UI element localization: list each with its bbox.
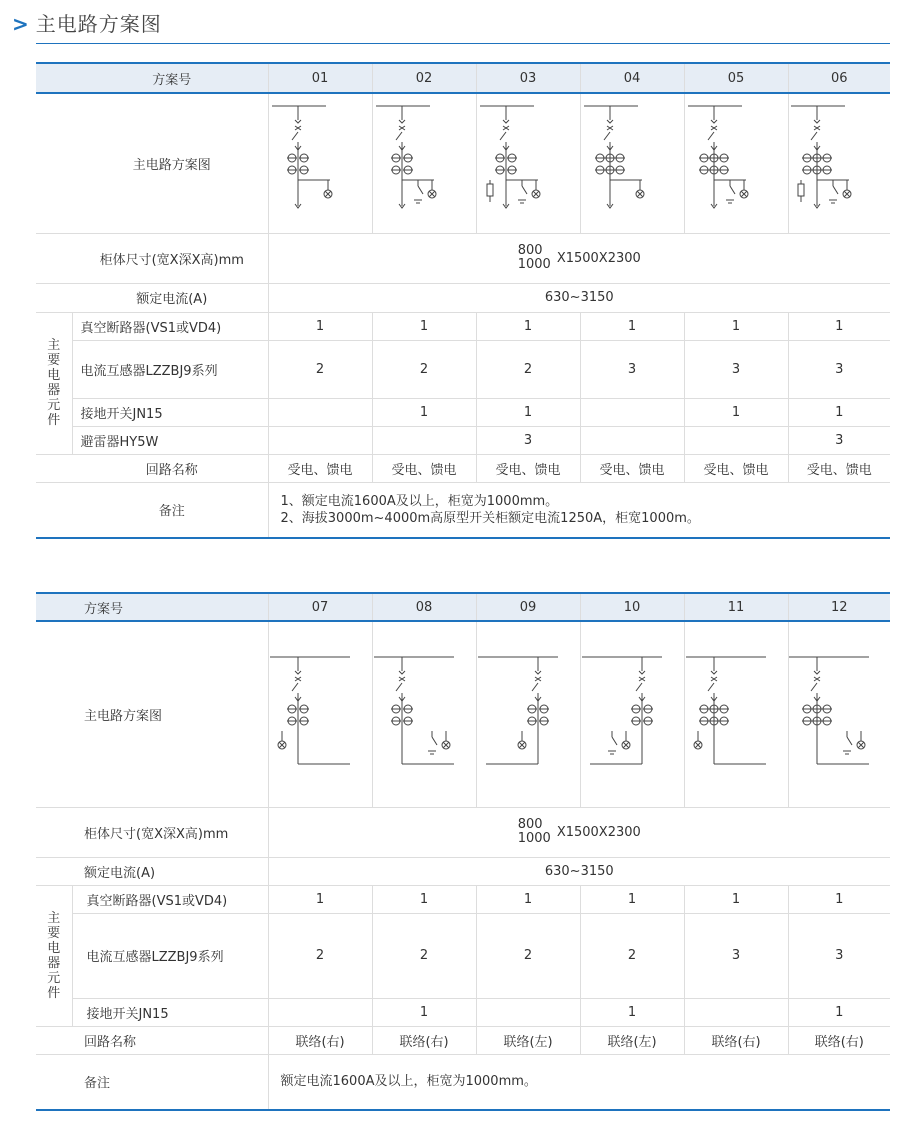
ct-row xyxy=(36,340,890,398)
vcb-qty: 1 xyxy=(580,312,684,340)
rated-current-label: 额定电流(A) xyxy=(36,857,268,885)
vcb-qty: 1 xyxy=(476,885,580,913)
cabinet-width-options xyxy=(518,818,551,846)
scheme-no: 07 xyxy=(268,593,372,621)
circuit-name: 联络(右) xyxy=(372,1026,476,1054)
earthing-switch-qty xyxy=(268,398,372,426)
circuit-diagram-08 xyxy=(372,621,476,807)
scheme-no: 11 xyxy=(684,593,788,621)
remarks-row xyxy=(36,482,890,538)
scheme-table-2 xyxy=(36,592,890,1111)
page-title: 主电路方案图 xyxy=(35,12,162,36)
ct-label: 电流互感器LZZBJ9系列 xyxy=(72,913,268,998)
scheme-no: 09 xyxy=(476,593,580,621)
earthing-switch-qty: 1 xyxy=(580,998,684,1026)
width-option: 1000 xyxy=(517,257,551,272)
diagram-row xyxy=(36,93,890,233)
cabinet-size-row xyxy=(36,233,890,283)
scheme-no-label: 方案号 xyxy=(36,63,268,93)
circuit-name: 联络(左) xyxy=(476,1026,580,1054)
remark-line: 额定电流1600A及以上，柜宽为1000mm。 xyxy=(280,1074,537,1090)
earthing-switch-qty xyxy=(476,998,580,1026)
vcb-qty: 1 xyxy=(684,885,788,913)
circuit-diagram-icon xyxy=(270,649,370,779)
vcb-row xyxy=(36,312,890,340)
remarks-text xyxy=(268,482,890,538)
rated-current-row xyxy=(36,857,890,885)
arrester-qty xyxy=(580,426,684,454)
circuit-name: 受电、馈电 xyxy=(268,454,372,482)
ct-row xyxy=(36,913,890,998)
circuit-diagram-10 xyxy=(580,621,684,807)
arrester-qty xyxy=(684,426,788,454)
circuit-diagram-11 xyxy=(684,621,788,807)
cabinet-size-row xyxy=(36,807,890,857)
vcb-label: 真空断路器(VS1或VD4) xyxy=(72,312,268,340)
earthing-switch-qty xyxy=(268,998,372,1026)
cabinet-depth-height: X1500X2300 xyxy=(556,250,641,266)
vcb-qty: 1 xyxy=(684,312,788,340)
vcb-qty: 1 xyxy=(788,885,890,913)
circuit-diagram-icon xyxy=(582,649,682,779)
width-option: 800 xyxy=(517,817,543,832)
earthing-switch-label: 接地开关JN15 xyxy=(72,398,268,426)
diagram-label: 主电路方案图 xyxy=(36,93,268,233)
vcb-label: 真空断路器(VS1或VD4) xyxy=(72,885,268,913)
scheme-no: 03 xyxy=(476,63,580,93)
vcb-qty: 1 xyxy=(372,885,476,913)
circuit-name-row xyxy=(36,1026,890,1054)
circuit-name: 受电、馈电 xyxy=(580,454,684,482)
ct-qty: 2 xyxy=(476,340,580,398)
width-option: 1000 xyxy=(517,831,551,846)
circuit-diagram-04 xyxy=(580,93,684,233)
earthing-switch-qty: 1 xyxy=(372,398,476,426)
diagram-label: 主电路方案图 xyxy=(36,621,268,807)
earthing-switch-qty: 1 xyxy=(788,998,890,1026)
cabinet-size-value xyxy=(268,233,890,283)
earthing-switch-row xyxy=(36,998,890,1026)
vcb-qty: 1 xyxy=(476,312,580,340)
circuit-name: 受电、馈电 xyxy=(684,454,788,482)
circuit-diagram-icon xyxy=(686,98,786,228)
scheme-no: 04 xyxy=(580,63,684,93)
header-row xyxy=(36,593,890,621)
earthing-switch-qty xyxy=(580,398,684,426)
cabinet-size-label: 柜体尺寸(宽X深X高)mm xyxy=(36,807,268,857)
ct-qty: 3 xyxy=(788,913,890,998)
circuit-name: 受电、馈电 xyxy=(476,454,580,482)
circuit-diagram-icon xyxy=(374,98,474,228)
arrester-qty xyxy=(372,426,476,454)
circuit-name: 联络(右) xyxy=(268,1026,372,1054)
scheme-no: 06 xyxy=(788,63,890,93)
width-option: 800 xyxy=(517,243,543,258)
remarks-row xyxy=(36,1054,890,1110)
page-heading xyxy=(12,8,162,37)
circuit-name: 联络(右) xyxy=(684,1026,788,1054)
rated-current-label: 额定电流(A) xyxy=(36,283,268,312)
circuit-diagram-icon xyxy=(270,98,370,228)
circuit-name-label: 回路名称 xyxy=(36,454,268,482)
ct-qty: 2 xyxy=(372,340,476,398)
ct-qty: 2 xyxy=(372,913,476,998)
earthing-switch-qty: 1 xyxy=(372,998,476,1026)
earthing-switch-qty: 1 xyxy=(788,398,890,426)
ct-qty: 3 xyxy=(684,340,788,398)
circuit-diagram-12 xyxy=(788,621,890,807)
header-row xyxy=(36,63,890,93)
ct-label: 电流互感器LZZBJ9系列 xyxy=(72,340,268,398)
earthing-switch-qty: 1 xyxy=(684,398,788,426)
circuit-diagram-09 xyxy=(476,621,580,807)
scheme-no: 01 xyxy=(268,63,372,93)
cabinet-size-value xyxy=(268,807,890,857)
circuit-name: 联络(右) xyxy=(788,1026,890,1054)
earthing-switch-qty xyxy=(684,998,788,1026)
scheme-table-1 xyxy=(36,62,890,539)
ct-qty: 3 xyxy=(788,340,890,398)
circuit-name: 受电、馈电 xyxy=(788,454,890,482)
arrester-qty xyxy=(268,426,372,454)
remark-line: 2、海拔3000m~4000m高原型开关柜额定电流1250A，柜宽1000m。 xyxy=(280,510,700,526)
arrester-qty: 3 xyxy=(788,426,890,454)
ct-qty: 2 xyxy=(476,913,580,998)
circuit-diagram-06 xyxy=(788,93,890,233)
scheme-no: 10 xyxy=(580,593,684,621)
rated-current-value: 630~3150 xyxy=(268,857,890,885)
rated-current-row xyxy=(36,283,890,312)
remarks-label: 备注 xyxy=(36,1054,268,1110)
chevron-right-icon: > xyxy=(12,12,30,36)
circuit-diagram-05 xyxy=(684,93,788,233)
remarks-label: 备注 xyxy=(36,482,268,538)
heading-divider xyxy=(36,43,890,44)
circuit-name-row xyxy=(36,454,890,482)
earthing-switch-qty: 1 xyxy=(476,398,580,426)
vcb-qty: 1 xyxy=(788,312,890,340)
circuit-diagram-icon xyxy=(478,98,578,228)
circuit-diagram-icon xyxy=(789,98,889,228)
scheme-no: 02 xyxy=(372,63,476,93)
circuit-diagram-01 xyxy=(268,93,372,233)
circuit-name: 联络(左) xyxy=(580,1026,684,1054)
circuit-diagram-07 xyxy=(268,621,372,807)
scheme-no: 08 xyxy=(372,593,476,621)
circuit-diagram-icon xyxy=(478,649,578,779)
cabinet-size-label: 柜体尺寸(宽X深X高)mm xyxy=(36,233,268,283)
circuit-diagram-icon xyxy=(582,98,682,228)
rated-current-value: 630~3150 xyxy=(268,283,890,312)
remark-line: 1、额定电流1600A及以上，柜宽为1000mm。 xyxy=(280,493,559,509)
vcb-qty: 1 xyxy=(580,885,684,913)
earthing-switch-label: 接地开关JN15 xyxy=(72,998,268,1026)
ct-qty: 3 xyxy=(684,913,788,998)
circuit-diagram-icon xyxy=(686,649,786,779)
arrester-row xyxy=(36,426,890,454)
ct-qty: 2 xyxy=(580,913,684,998)
vcb-qty: 1 xyxy=(268,885,372,913)
vcb-qty: 1 xyxy=(268,312,372,340)
cabinet-width-options xyxy=(518,244,551,272)
circuit-diagram-03 xyxy=(476,93,580,233)
main-components-label: 主要电器元件 xyxy=(36,885,72,1026)
circuit-diagram-icon xyxy=(374,649,474,779)
earthing-switch-row xyxy=(36,398,890,426)
arrester-label: 避雷器HY5W xyxy=(72,426,268,454)
circuit-name: 受电、馈电 xyxy=(372,454,476,482)
remarks-text xyxy=(268,1054,890,1110)
ct-qty: 3 xyxy=(580,340,684,398)
circuit-diagram-02 xyxy=(372,93,476,233)
ct-qty: 2 xyxy=(268,913,372,998)
scheme-no-label: 方案号 xyxy=(36,593,268,621)
main-components-label: 主要电器元件 xyxy=(36,312,72,454)
circuit-name-label: 回路名称 xyxy=(36,1026,268,1054)
vcb-qty: 1 xyxy=(372,312,476,340)
scheme-no: 05 xyxy=(684,63,788,93)
cabinet-depth-height: X1500X2300 xyxy=(556,824,641,840)
arrester-qty: 3 xyxy=(476,426,580,454)
diagram-row xyxy=(36,621,890,807)
circuit-diagram-icon xyxy=(789,649,889,779)
vcb-row xyxy=(36,885,890,913)
ct-qty: 2 xyxy=(268,340,372,398)
scheme-no: 12 xyxy=(788,593,890,621)
